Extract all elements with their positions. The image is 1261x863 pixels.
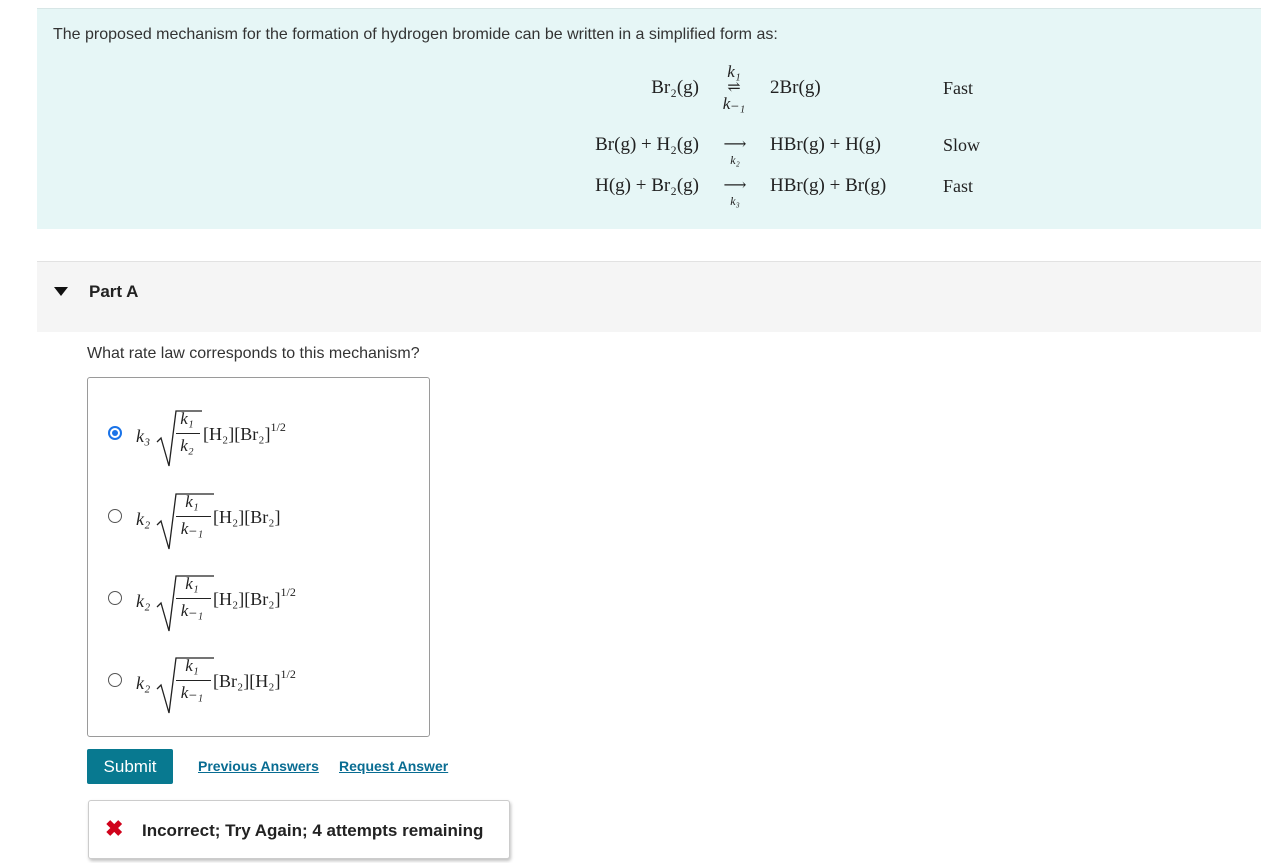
choice-4-radio[interactable]	[108, 673, 122, 687]
part-title: Part A	[89, 282, 139, 301]
equilibrium-arrow-icon: ⇌	[727, 79, 741, 96]
choice-4-coefficient: k₂	[136, 673, 151, 693]
question-text: What rate law corresponds to this mechanism?	[87, 345, 420, 362]
step-2-reactants: Br(g) + H₂(g)	[595, 134, 699, 155]
previous-answers-link[interactable]: Previous Answers	[198, 758, 319, 774]
choice-1-denominator: k₂	[180, 436, 194, 455]
step-1-reactants: Br₂(g)	[651, 77, 699, 98]
choice-3-concentration: $[H_2][Br_2]^{1/2}$	[213, 585, 296, 609]
choice-4-exponent: 1/2	[280, 667, 296, 681]
choice-2-radio[interactable]	[108, 509, 122, 523]
choice-4-formula	[136, 647, 416, 707]
choice-3-formula	[136, 565, 416, 625]
step-2-arrow	[720, 137, 750, 167]
fraction-bar	[176, 516, 211, 517]
step-2-products: HBr(g) + H(g)	[770, 134, 881, 155]
choice-1-exponent: 1/2	[270, 420, 286, 434]
choice-4[interactable]	[88, 625, 429, 705]
error-x-icon: ✖	[105, 816, 124, 841]
feedback-text: Incorrect; Try Again; 4 attempts remaining	[142, 821, 484, 840]
feedback-box	[88, 800, 510, 859]
choice-4-numerator: k₁	[185, 656, 199, 675]
choice-2-concentration: [H₂][Br₂]	[213, 507, 281, 527]
choice-2-denominator: k₋₁	[180, 519, 204, 538]
step-3-arrow	[720, 178, 750, 208]
collapse-triangle-icon[interactable]	[54, 287, 68, 296]
step-1-k-forward: k₁	[727, 62, 741, 81]
fraction-bar	[176, 433, 200, 434]
problem-intro-panel	[37, 8, 1261, 229]
fraction-bar	[176, 598, 211, 599]
choice-1-formula	[136, 400, 416, 460]
right-arrow-icon: ⟶	[723, 136, 747, 153]
fraction-bar	[176, 680, 211, 681]
choice-2[interactable]	[88, 461, 429, 541]
choice-2-coefficient: k₂	[136, 509, 151, 529]
choice-3-coefficient: k₂	[136, 591, 151, 611]
choice-4-denominator: k₋₁	[180, 683, 204, 702]
step-1-k-reverse: k₋₁	[722, 94, 746, 113]
step-2-speed: Slow	[943, 135, 981, 155]
step-3-k: k₃	[730, 194, 740, 208]
step-3-speed: Fast	[943, 176, 974, 196]
step-1-products: 2Br(g)	[770, 77, 821, 98]
step-3-reactants: H(g) + Br₂(g)	[595, 175, 699, 196]
right-arrow-icon: ⟶	[723, 177, 747, 194]
choice-2-formula	[136, 483, 416, 543]
choice-3-numerator: k₁	[185, 574, 199, 593]
part-a-header[interactable]	[37, 261, 1261, 332]
choice-1-coefficient: k₃	[136, 426, 151, 446]
choice-1[interactable]	[88, 378, 429, 458]
submit-button[interactable]: Submit	[87, 749, 173, 784]
step-1-arrow	[719, 63, 749, 113]
choice-1-numerator: k₁	[180, 409, 194, 428]
step-1-speed: Fast	[943, 78, 974, 98]
choice-3-denominator: k₋₁	[180, 601, 204, 620]
request-answer-link[interactable]: Request Answer	[339, 758, 449, 774]
choice-2-numerator: k₁	[185, 492, 199, 511]
step-2-k: k₂	[730, 153, 740, 167]
answer-choices	[87, 377, 430, 737]
choice-1-concentration: $[H_2][Br_2]^{1/2}$	[203, 420, 286, 444]
intro-text: The proposed mechanism for the formation of hydrogen bromide can be written in a simplified form as:	[53, 26, 778, 43]
choice-3[interactable]	[88, 543, 429, 623]
choice-3-exponent: 1/2	[280, 585, 296, 599]
step-3-products: HBr(g) + Br(g)	[770, 175, 887, 196]
choice-3-radio[interactable]	[108, 591, 122, 605]
choice-4-concentration: $[Br_2][H_2]^{1/2}$	[213, 667, 296, 691]
choice-1-radio[interactable]	[108, 426, 122, 440]
